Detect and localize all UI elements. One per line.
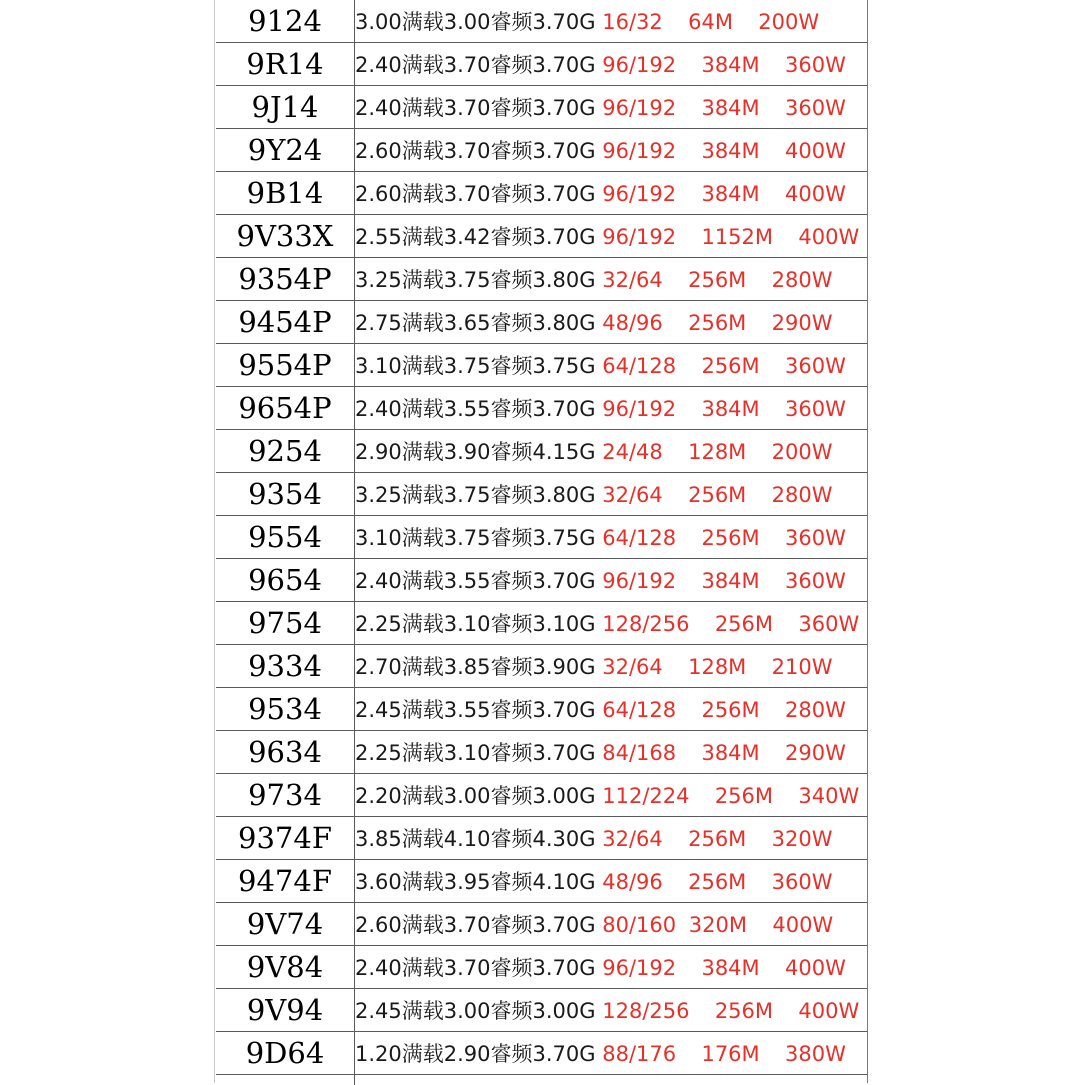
- table-row: [216, 559, 868, 602]
- model-cell[interactable]: 9354: [216, 473, 355, 516]
- frequency-text: 2.55满载3.42睿频3.70G: [355, 225, 596, 249]
- model-cell[interactable]: 9454P: [216, 301, 355, 344]
- model-cell[interactable]: 9124: [216, 0, 355, 43]
- cores-cache-tdp-text: 128/256 256M 400W: [602, 999, 859, 1023]
- frequency-text: 2.40满载3.70睿频3.70G: [355, 53, 596, 77]
- spec-cell[interactable]: [355, 559, 869, 602]
- frequency-text: 3.85满载4.10睿频4.30G: [355, 827, 596, 851]
- spec-cell[interactable]: [355, 602, 869, 645]
- model-cell[interactable]: 9554P: [216, 344, 355, 387]
- frequency-text: 2.75满载3.65睿频3.80G: [355, 311, 596, 335]
- cpu-spec-table: [216, 0, 868, 1085]
- spec-cell[interactable]: [355, 946, 869, 989]
- spec-cell[interactable]: [355, 731, 869, 774]
- table-row: [216, 946, 868, 989]
- cores-cache-tdp-text: 96/192 384M 400W: [602, 139, 846, 163]
- model-cell[interactable]: 9R14: [216, 43, 355, 86]
- spec-cell[interactable]: [355, 817, 869, 860]
- frequency-text: 2.25满载3.10睿频3.70G: [355, 741, 596, 765]
- frequency-text: 2.45满载3.55睿频3.70G: [355, 698, 596, 722]
- table-row: [216, 430, 868, 473]
- model-cell[interactable]: 9554: [216, 516, 355, 559]
- model-cell[interactable]: 9534: [216, 688, 355, 731]
- cores-cache-tdp-text: 48/96 256M 360W: [602, 870, 832, 894]
- spec-cell[interactable]: [355, 989, 869, 1032]
- cores-cache-tdp-text: 96/192 384M 400W: [602, 182, 846, 206]
- model-cell[interactable]: 9354P: [216, 258, 355, 301]
- model-cell[interactable]: 9V84: [216, 946, 355, 989]
- frequency-text: 2.40满载3.55睿频3.70G: [355, 397, 596, 421]
- cores-cache-tdp-text: 24/48 128M 200W: [602, 440, 832, 464]
- frequency-text: 1.20满载2.90睿频3.70G: [355, 1042, 596, 1066]
- table-body: [216, 0, 868, 1085]
- table-right-border: [867, 0, 868, 1083]
- cores-cache-tdp-text: 80/160 320M 400W: [602, 913, 833, 937]
- spec-cell[interactable]: [355, 172, 869, 215]
- spec-cell[interactable]: [355, 344, 869, 387]
- spec-cell[interactable]: [355, 258, 869, 301]
- cores-cache-tdp-text: 96/192 384M 400W: [602, 956, 846, 980]
- cores-cache-tdp-text: 32/64 256M 280W: [602, 483, 832, 507]
- model-cell[interactable]: 9V94: [216, 989, 355, 1032]
- frequency-text: 3.10满载3.75睿频3.75G: [355, 526, 596, 550]
- cores-cache-tdp-text: 64/128 256M 360W: [602, 526, 846, 550]
- table-row: [216, 129, 868, 172]
- frequency-text: 2.60满载3.70睿频3.70G: [355, 182, 596, 206]
- model-cell[interactable]: 9654P: [216, 387, 355, 430]
- frequency-text: 2.60满载3.70睿频3.70G: [355, 139, 596, 163]
- frequency-text: 2.40满载3.55睿频3.70G: [355, 569, 596, 593]
- model-cell[interactable]: 9J14: [216, 86, 355, 129]
- spec-cell[interactable]: [355, 516, 869, 559]
- model-cell[interactable]: 9B14: [216, 172, 355, 215]
- cores-cache-tdp-text: 32/64 256M 320W: [602, 827, 832, 851]
- frequency-text: 2.70满载3.85睿频3.90G: [355, 655, 596, 679]
- model-cell[interactable]: 9634: [216, 731, 355, 774]
- table-row-partial: [216, 1075, 868, 1085]
- table-row: [216, 774, 868, 817]
- model-cell[interactable]: 9D64: [216, 1032, 355, 1075]
- spec-cell[interactable]: [355, 1075, 869, 1085]
- table-row: [216, 989, 868, 1032]
- frequency-text: 2.20满载3.00睿频3.00G: [355, 784, 596, 808]
- frequency-text: 2.40满载3.70睿频3.70G: [355, 956, 596, 980]
- frequency-text: 3.00满载3.00睿频3.70G: [355, 10, 596, 34]
- cores-cache-tdp-text: 96/192 384M 360W: [602, 53, 846, 77]
- table-row: [216, 645, 868, 688]
- spec-cell[interactable]: [355, 86, 869, 129]
- table-row: [216, 387, 868, 430]
- spec-cell[interactable]: [355, 774, 869, 817]
- spec-cell[interactable]: [355, 215, 869, 258]
- frequency-text: 2.25满载3.10睿频3.10G: [355, 612, 596, 636]
- cores-cache-tdp-text: 96/192 384M 360W: [602, 569, 846, 593]
- model-cell[interactable]: 9754: [216, 602, 355, 645]
- model-cell[interactable]: 9734: [216, 774, 355, 817]
- spec-cell[interactable]: [355, 301, 869, 344]
- spec-cell[interactable]: [355, 688, 869, 731]
- cores-cache-tdp-text: 88/176 176M 380W: [602, 1042, 846, 1066]
- table-row: [216, 473, 868, 516]
- table-row: [216, 602, 868, 645]
- frequency-text: 2.40满载3.70睿频3.70G: [355, 96, 596, 120]
- spec-cell[interactable]: [355, 1032, 869, 1075]
- model-cell[interactable]: 9474F: [216, 860, 355, 903]
- model-cell[interactable]: 9V74: [216, 903, 355, 946]
- cores-cache-tdp-text: 64/128 256M 280W: [602, 698, 846, 722]
- table-row: [216, 903, 868, 946]
- model-cell[interactable]: 9654: [216, 559, 355, 602]
- cores-cache-tdp-text: 64/128 256M 360W: [602, 354, 846, 378]
- table-row: [216, 0, 868, 43]
- cores-cache-tdp-text: 84/168 384M 290W: [602, 741, 846, 765]
- spec-cell[interactable]: [355, 387, 869, 430]
- table-row: [216, 344, 868, 387]
- spec-cell[interactable]: [355, 473, 869, 516]
- table-row: [216, 516, 868, 559]
- sheet-left-gutter-line: [214, 0, 215, 1083]
- cores-cache-tdp-text: 112/224 256M 340W: [602, 784, 859, 808]
- table-row: [216, 43, 868, 86]
- table-row: [216, 258, 868, 301]
- table-row: [216, 86, 868, 129]
- model-cell[interactable]: 9V33X: [216, 215, 355, 258]
- model-cell[interactable]: 9374F: [216, 817, 355, 860]
- model-cell[interactable]: 9254: [216, 430, 355, 473]
- frequency-text: 3.25满载3.75睿频3.80G: [355, 268, 596, 292]
- spec-cell[interactable]: [355, 645, 869, 688]
- spec-cell[interactable]: [355, 43, 869, 86]
- spec-cell[interactable]: [355, 430, 869, 473]
- table-row: [216, 731, 868, 774]
- cores-cache-tdp-text: 96/192 384M 360W: [602, 96, 846, 120]
- cores-cache-tdp-text: 48/96 256M 290W: [602, 311, 832, 335]
- cores-cache-tdp-text: 32/64 256M 280W: [602, 268, 832, 292]
- table-row: [216, 301, 868, 344]
- frequency-text: 2.90满载3.90睿频4.15G: [355, 440, 596, 464]
- frequency-text: 2.60满载3.70睿频3.70G: [355, 913, 596, 937]
- table-row: [216, 1032, 868, 1075]
- model-cell[interactable]: 9Y24: [216, 129, 355, 172]
- frequency-text: 3.25满载3.75睿频3.80G: [355, 483, 596, 507]
- cores-cache-tdp-text: 16/32 64M 200W: [602, 10, 819, 34]
- cores-cache-tdp-text: 96/192 1152M 400W: [602, 225, 859, 249]
- spec-cell[interactable]: [355, 0, 869, 43]
- model-cell[interactable]: [216, 1075, 355, 1085]
- cores-cache-tdp-text: 96/192 384M 360W: [602, 397, 846, 421]
- spec-cell[interactable]: [355, 903, 869, 946]
- model-cell[interactable]: 9334: [216, 645, 355, 688]
- frequency-text: 3.60满载3.95睿频4.10G: [355, 870, 596, 894]
- frequency-text: 2.45满载3.00睿频3.00G: [355, 999, 596, 1023]
- frequency-text: 3.10满载3.75睿频3.75G: [355, 354, 596, 378]
- cores-cache-tdp-text: 32/64 128M 210W: [602, 655, 832, 679]
- spec-cell[interactable]: [355, 860, 869, 903]
- spec-cell[interactable]: [355, 129, 869, 172]
- table-row: [216, 215, 868, 258]
- cores-cache-tdp-text: 128/256 256M 360W: [602, 612, 859, 636]
- table-row: [216, 860, 868, 903]
- table-row: [216, 688, 868, 731]
- table-row: [216, 172, 868, 215]
- table-row: [216, 817, 868, 860]
